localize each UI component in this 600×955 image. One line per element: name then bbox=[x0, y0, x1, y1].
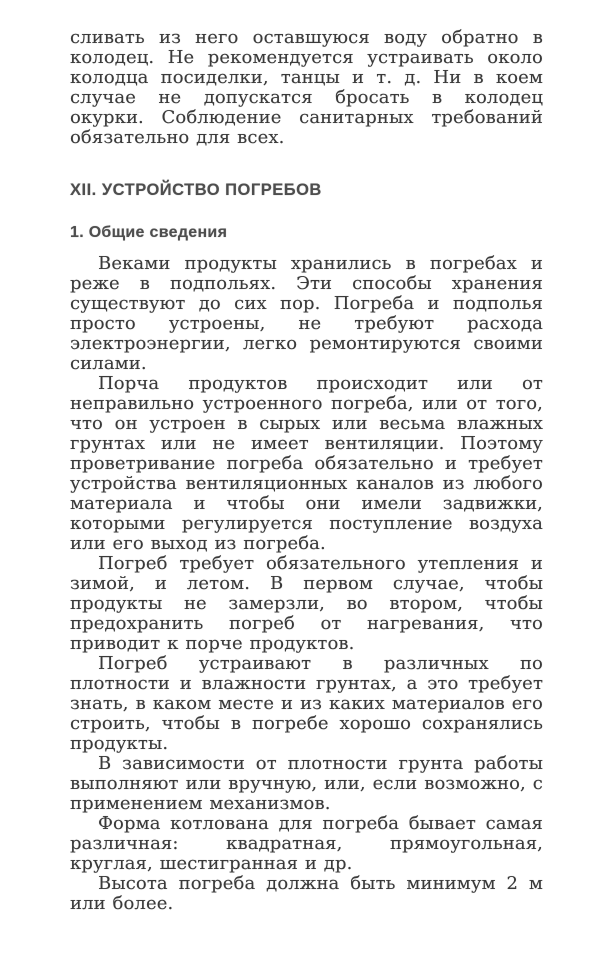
paragraph-general-info-1: Веками продукты хранились в погребах и реже в подпольях. Эти способы хранения существуют до сих пор. Погреба и подполья просто устроены, не требуют расхода электроэнергии, легко ремонтируются своими силами. bbox=[70, 253, 543, 374]
paragraph-general-info-7: Высота погреба должна быть минимум 2 м или более. bbox=[70, 873, 543, 914]
paragraph-general-info-3: Погреб требует обязательного утепления и зимой, и летом. В первом случае, чтобы продукты не замерзли, во втором, чтобы предохранить погреб от нагревания, что приводит к порче продуктов. bbox=[70, 553, 543, 654]
chapter-heading: XII. УСТРОЙСТВО ПОГРЕБОВ bbox=[70, 181, 322, 199]
paragraph-general-info-5: В зависимости от плотности грунта работы выполняют или вручную, или, если возможно, с применением механизмов. bbox=[70, 753, 543, 814]
paragraph-general-info-4: Погреб устраивают в различных по плотности и влажности грунтах, а это требует знать, в каком месте и из каких материалов его строить, чтобы в погребе хорошо сохранялись продукты. bbox=[70, 653, 543, 754]
continuation-paragraph: сливать из него оставшуюся воду обратно в колодец. Не рекомендуется устраивать около колодца посиделки, танцы и т. д. Ни в коем случае не допускатся бросать в колодец окурки. Соблюдение санитарных требований обязательно для всех. bbox=[70, 27, 543, 148]
paragraph-general-info-2: Порча продуктов происходит или от неправильно устроенного погреба, или от того, что он устроен в сырых или весьма влажных грунтах или не имеет вентиляции. Поэтому проветривание погреба обязательно и требует устройства вентиляционных каналов из любого материала и чтобы они имели задвижки, которыми регулируется поступление воздуха или его выход из погреба. bbox=[70, 373, 543, 554]
section-heading: 1. Общие сведения bbox=[70, 224, 228, 241]
page-content bbox=[70, 28, 543, 914]
paragraph-general-info-6: Форма котлована для погреба бывает самая различная: квадратная, прямоугольная, круглая, шестигранная и др. bbox=[70, 813, 543, 874]
